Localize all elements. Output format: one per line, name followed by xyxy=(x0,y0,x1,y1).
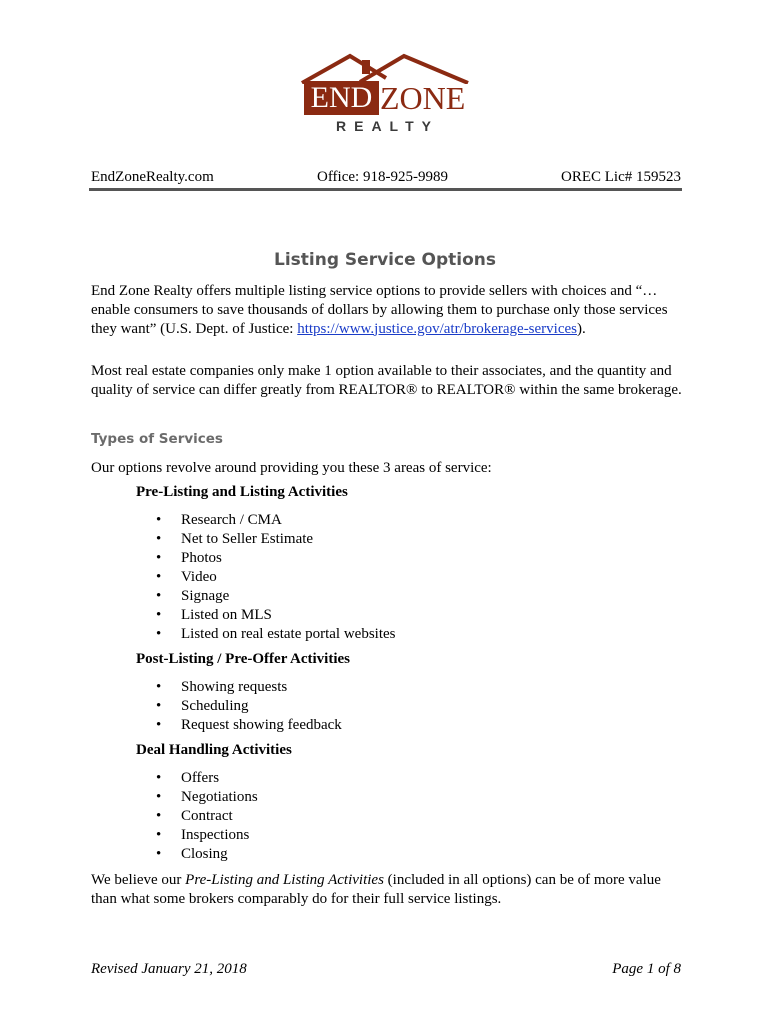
deal-handling-list xyxy=(156,769,258,864)
post-listing-list xyxy=(156,678,342,735)
intro-text: End Zone Realty offers multiple listing service options to provide sellers with choices and “…enable consumers to save thousands of dollars by allowing them to purchase only those services they want” (U.S. Dept. of Justice: xyxy=(91,283,668,337)
page-number: Page 1 of 8 xyxy=(612,961,681,977)
contact-header xyxy=(91,169,681,189)
closing-text-end: (included in all options) can be of more value than what some brokers comparably do for their full service listings. xyxy=(91,872,661,907)
section-title-pre-listing: Pre-Listing and Listing Activities xyxy=(136,484,348,500)
list-item: • Request showing feedback xyxy=(156,716,342,735)
logo-word-zone: ZONE xyxy=(380,80,466,116)
website-text: EndZoneRealty.com xyxy=(91,169,214,185)
license-number-text: OREC Lic# 159523 xyxy=(561,169,681,185)
list-item: • Photos xyxy=(156,549,396,568)
list-item: • Showing requests xyxy=(156,678,342,697)
intro-text-end: ). xyxy=(577,320,586,337)
revision-date: Revised January 21, 2018 xyxy=(91,961,247,977)
header-divider xyxy=(89,188,682,191)
brokerage-paragraph: Most real estate companies only make 1 option available to their associates, and the quantity and quality of service can differ greatly from REALTOR® to REALTOR® within the same brokerage. xyxy=(91,363,682,398)
list-item: • Signage xyxy=(156,587,396,606)
list-item: • Video xyxy=(156,568,396,587)
section-title-post-listing: Post-Listing / Pre-Offer Activities xyxy=(136,651,350,667)
section-title-deal-handling: Deal Handling Activities xyxy=(136,742,292,758)
list-item: • Net to Seller Estimate xyxy=(156,530,396,549)
house-roof-icon xyxy=(300,50,470,84)
intro-paragraph xyxy=(91,282,686,338)
page-title: Listing Service Options xyxy=(274,250,496,270)
list-item: • Closing xyxy=(156,845,258,864)
list-item: • Negotiations xyxy=(156,788,258,807)
closing-paragraph xyxy=(91,871,686,909)
doj-link[interactable]: https://www.justice.gov/atr/brokerage-services xyxy=(297,320,577,337)
logo-word-realty: REALTY xyxy=(336,118,439,134)
list-item: • Inspections xyxy=(156,826,258,845)
office-phone-text: Office: 918-925-9989 xyxy=(317,169,448,185)
list-item: • Offers xyxy=(156,769,258,788)
list-item: • Listed on real estate portal websites xyxy=(156,625,396,644)
list-item: • Contract xyxy=(156,807,258,826)
list-item: • Research / CMA xyxy=(156,511,396,530)
closing-text: We believe our xyxy=(91,872,186,888)
pre-listing-list xyxy=(156,511,396,644)
endzone-realty-logo xyxy=(300,50,470,140)
list-item: • Scheduling xyxy=(156,697,342,716)
logo-word-end: END xyxy=(304,81,379,115)
list-item: • Listed on MLS xyxy=(156,606,396,625)
types-of-services-heading: Types of Services xyxy=(91,431,223,447)
types-intro-text: Our options revolve around providing you these 3 areas of service: xyxy=(91,460,492,476)
closing-emphasis: Pre-Listing and Listing Activities xyxy=(185,872,384,888)
